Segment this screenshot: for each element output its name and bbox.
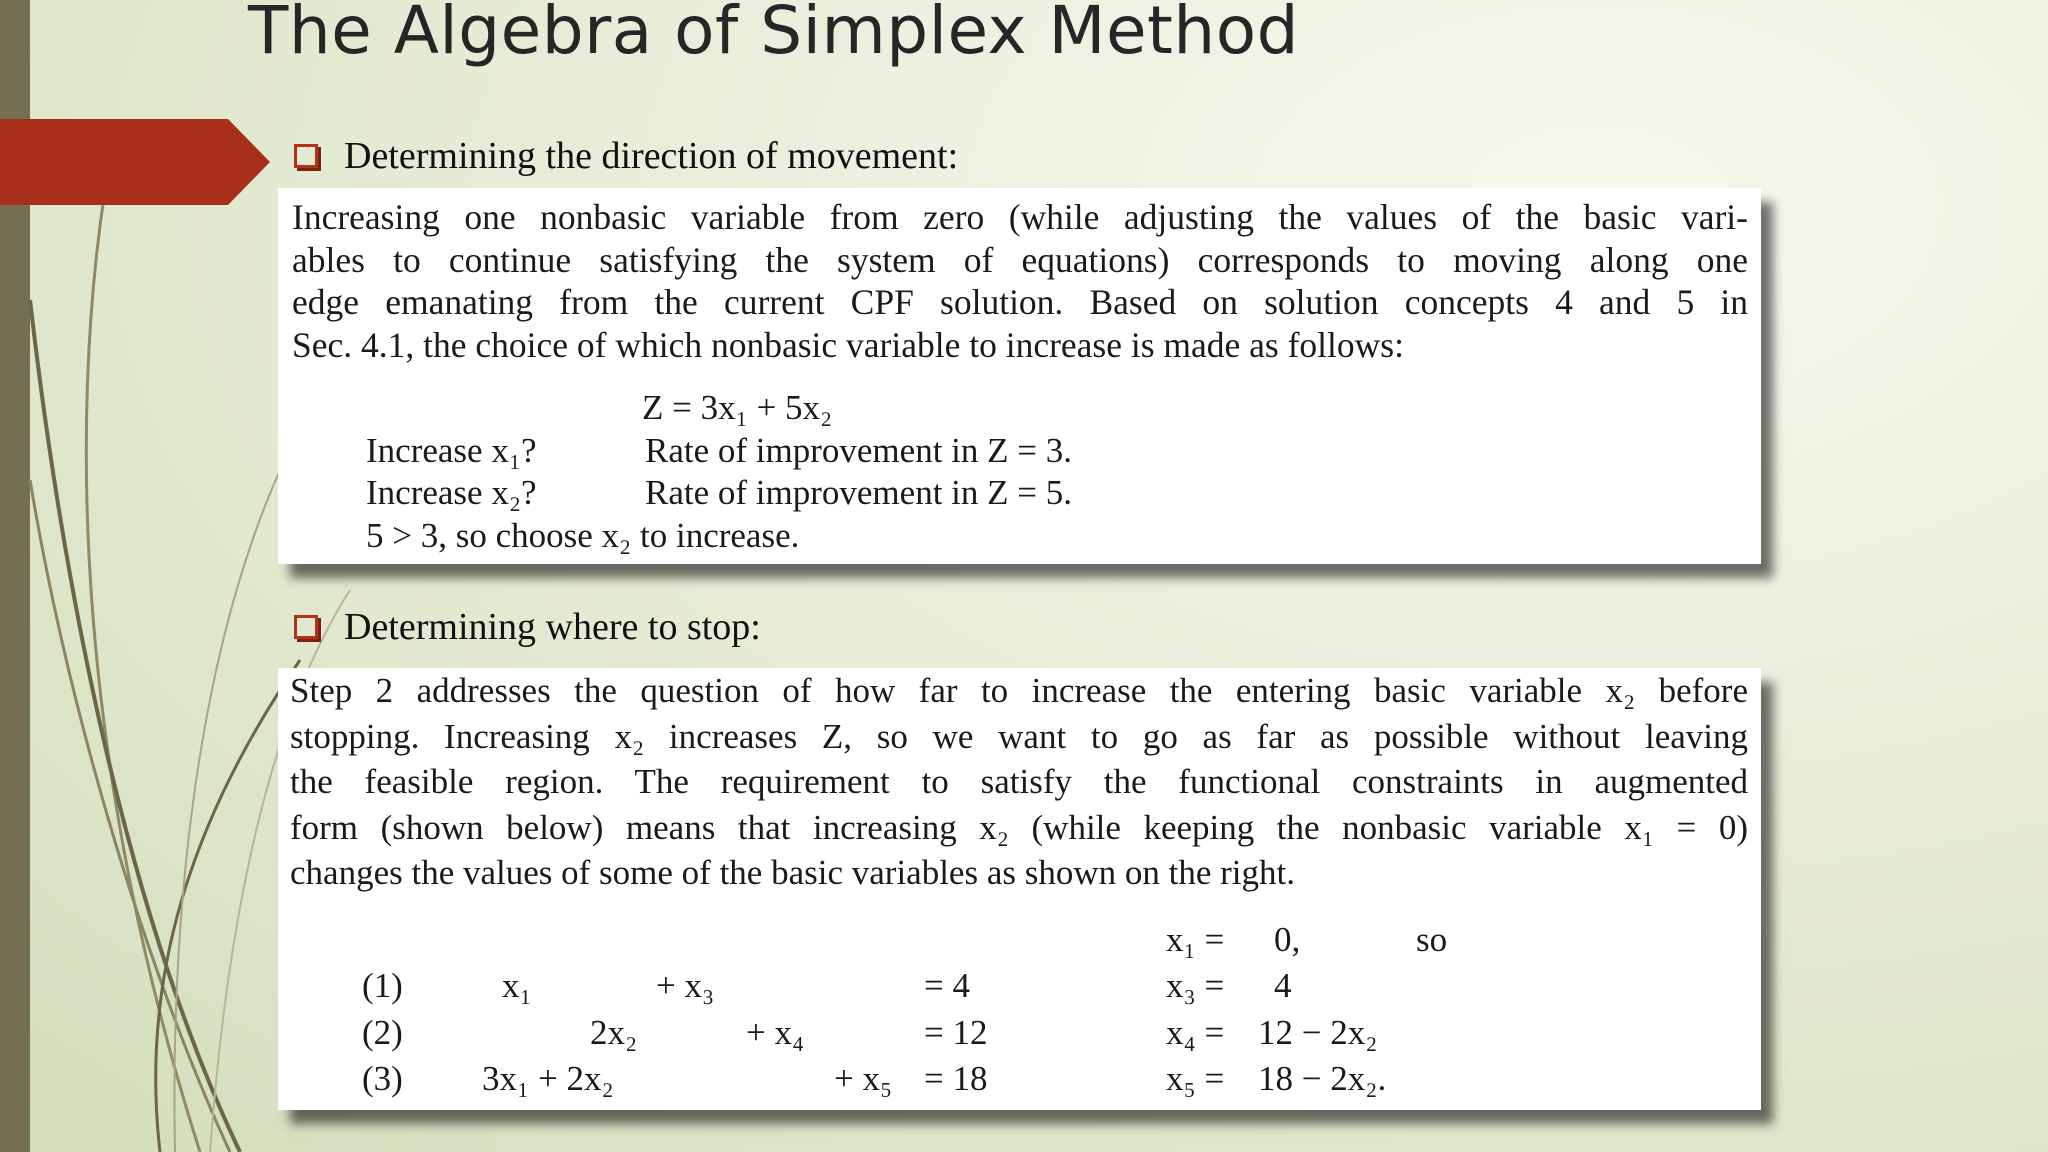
paragraph-line: changes the values of some of the basic variables as shown on the right. — [290, 853, 1296, 892]
result-rhs: 12 − 2x₂ — [1258, 1013, 1378, 1052]
equation-term: x₁ — [502, 966, 532, 1005]
paragraph-line: the feasible region. The requirement to satisfy the functional constraints in augmented — [290, 762, 1748, 801]
objective-function: Z = 3x₁ + 5x₂ — [642, 388, 833, 427]
option-answer: Rate of improvement in Z = 5. — [645, 473, 1073, 512]
direction-paragraph — [292, 196, 1748, 366]
paragraph-line: stopping. Increasing x₂ increases Z, so we want to go as far as possible without leaving — [290, 716, 1748, 756]
result-rhs: 18 − 2x₂. — [1258, 1059, 1387, 1098]
paragraph-line: Increasing one nonbasic variable from zero (while adjusting the values of the basic vari- — [292, 197, 1748, 237]
result-rhs: 0, — [1274, 920, 1301, 959]
direction-excerpt-panel — [278, 188, 1761, 564]
equation-number: (3) — [362, 1059, 403, 1098]
bullet-stop — [294, 605, 761, 649]
equation-rhs: = 12 — [924, 1013, 988, 1052]
equation-term: + x₅ — [834, 1059, 893, 1098]
result-lhs: x₃ = — [1166, 966, 1225, 1005]
equation-term: + x₄ — [746, 1013, 805, 1052]
paragraph-line: ables to continue satisfying the system of equations) corresponds to moving along one — [292, 239, 1748, 280]
bullet-direction-label: Determining the direction of movement: — [344, 135, 959, 177]
option-question: Increase x₁? — [366, 431, 537, 470]
equation-term: + x₃ — [656, 966, 715, 1005]
checkbox-bullet-icon — [294, 144, 318, 168]
stop-excerpt-panel — [278, 668, 1761, 1110]
slide-title: The Algebra of Simplex Method — [248, 0, 1300, 69]
paragraph-line: Sec. 4.1, the choice of which nonbasic variable to increase is made as follows: — [292, 324, 1404, 365]
equation-number: (1) — [362, 966, 403, 1005]
equation-rhs: = 18 — [924, 1059, 988, 1098]
option-question: Increase x₂? — [366, 473, 537, 512]
paragraph-line: form (shown below) means that increasing x₂ (while keeping the nonbasic variable x₁ = 0) — [290, 807, 1748, 847]
result-note: so — [1416, 920, 1448, 959]
equation-number: (2) — [362, 1013, 403, 1052]
equation-rhs: = 4 — [924, 966, 970, 1005]
paragraph-line: Step 2 addresses the question of how far to increase the entering basic variable x₂ before — [290, 671, 1748, 710]
result-rhs: 4 — [1274, 966, 1292, 1005]
result-lhs: x₁ = — [1166, 920, 1225, 959]
checkbox-bullet-icon — [294, 615, 318, 639]
result-lhs: x₅ = — [1166, 1059, 1225, 1098]
direction-conclusion: 5 > 3, so choose x₂ to increase. — [366, 516, 800, 555]
red-arrow-tab — [0, 119, 270, 205]
result-lhs: x₄ = — [1166, 1013, 1225, 1052]
equation-term: 3x₁ + 2x₂ — [482, 1059, 614, 1098]
equation-term: 2x₂ — [590, 1013, 638, 1052]
bullet-stop-label: Determining where to stop: — [344, 606, 761, 648]
bullet-direction — [294, 134, 958, 178]
stop-paragraph — [290, 668, 1748, 896]
option-answer: Rate of improvement in Z = 3. — [645, 431, 1073, 470]
paragraph-line: edge emanating from the current CPF solution. Based on solution concepts 4 and 5 in — [292, 282, 1748, 322]
